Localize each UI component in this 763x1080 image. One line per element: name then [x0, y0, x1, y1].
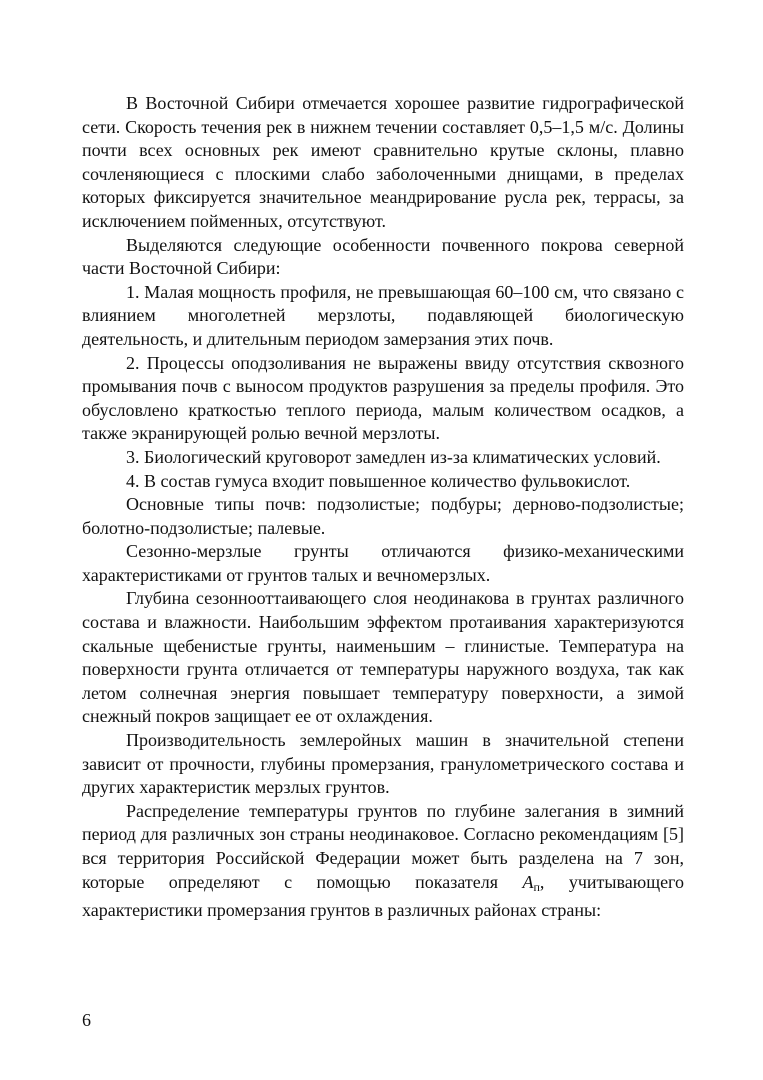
document-page: [82, 92, 684, 923]
paragraph-soil-features-intro: Выделяются следующие особенности почвенного покрова северной части Восточной Сибири:: [82, 234, 684, 279]
list-item-3: 3. Биологический круговорот замедлен из-за климатических условий.: [126, 446, 661, 467]
list-item-4: 4. В состав гумуса входит повышенное количество фульвокислот.: [126, 470, 631, 491]
paragraph-temperature-distribution: [82, 800, 684, 923]
list-item-1: 1. Малая мощность профиля, не превышающая 60–100 см, что связано с влиянием многолетней мерзлоты, подавляющей биологическую деятельность, и длительным периодом замерзания этих почв.: [82, 281, 684, 349]
symbol-a: A: [522, 871, 534, 892]
paragraph-soil-types: Основные типы почв: подзолистые; подбуры; дерново-подзолистые; болотно-подзолистые; палевые.: [82, 494, 684, 538]
paragraph-seasonal-frozen-soils: Сезонно-мерзлые грунты отличаются физико-механическими характеристиками от грунтов талых и вечномерзлых.: [82, 541, 684, 585]
list-item-2: 2. Процессы оподзоливания не выражены ввиду отсутствия сквозного промывания почв с выносом продуктов разрушения за пределы профиля. Это обусловлено краткостью теплого периода, малым количеством осадков, а также экранирующей ролью вечной мерзлоты.: [82, 352, 684, 444]
text-after-symbol: , учитывающего характеристики промерзания грунтов в различных районах страны:: [82, 871, 684, 921]
paragraph-earthmoving-productivity: Производительность землеройных машин в значительной степени зависит от прочности, глубины промерзания, гранулометрического состава и других характеристик мерзлых грунтов.: [82, 730, 684, 798]
paragraph-hydrography: В Восточной Сибири отмечается хорошее развитие гидрографической сети. Скорость течения рек в нижнем течении составляет 0,5–1,5 м/с. Долины почти всех основных рек имеют сравнительно крутые склоны, плавно сочленяющиеся с плоскими слабо заболоченными днищами, в пределах которых фиксируется значительное меандрирование русла рек, террасы, за исключением пойменных, отсутствуют.: [82, 93, 684, 231]
symbol-subscript: п: [533, 879, 540, 894]
text-before-symbol: Распределение температуры грунтов по глубине залегания в зимний период для различных зон страны неодинаковое. Согласно рекомендациям [5] вся территория Российской Федерации может быть разделена на 7 зон, которые определяют с помощью показателя: [82, 800, 684, 892]
paragraph-thaw-depth: Глубина сезоннооттаивающего слоя неодинакова в грунтах различного состава и влажности. Наибольшим эффектом протаивания характеризуются скальные щебенистые грунты, наименьшим – глинистые. Температура на поверхности грунта отличается от температуры наружного воздуха, так как летом солнечная энергия повышает температуру поверхности, а зимой снежный покров защищает ее от охлаждения.: [82, 588, 684, 727]
page-number: 6: [82, 1010, 91, 1030]
